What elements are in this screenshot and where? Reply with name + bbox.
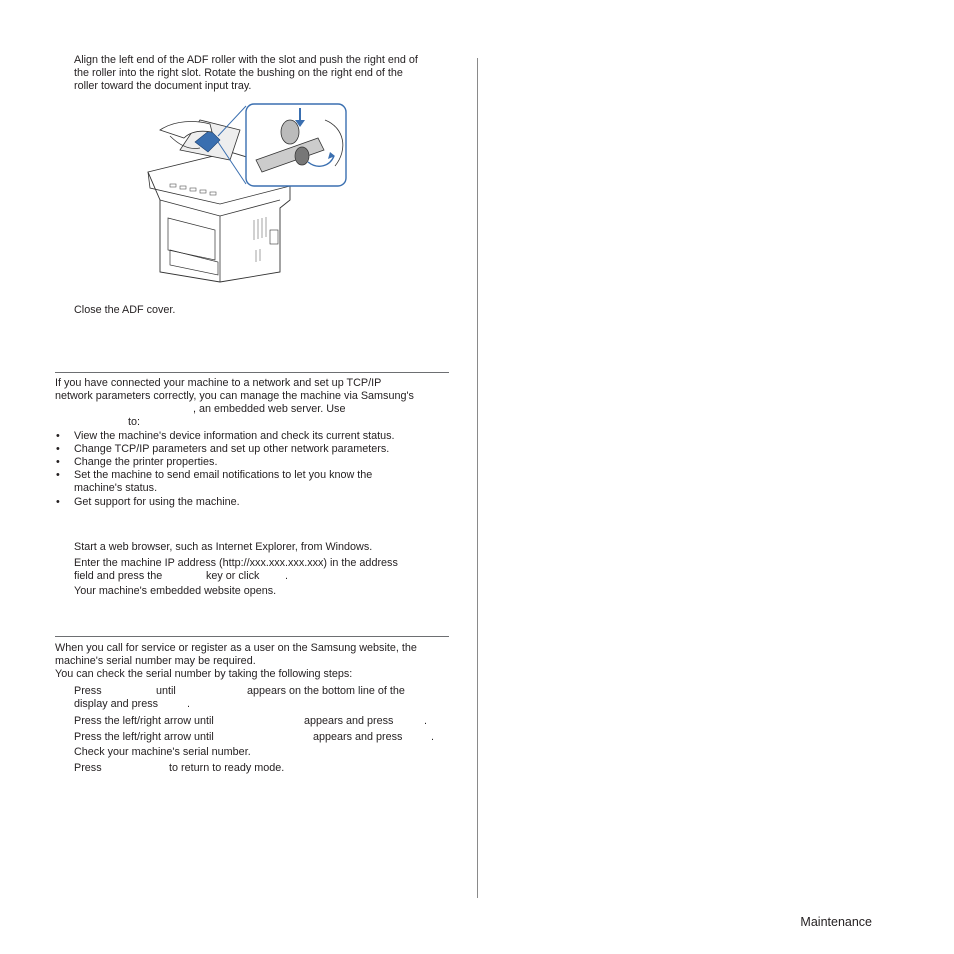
column-divider bbox=[477, 58, 478, 898]
step-line: . bbox=[431, 731, 434, 743]
step-line: . bbox=[187, 698, 190, 710]
step-line: appears and press bbox=[313, 731, 403, 743]
step-text-line: the roller into the right slot. Rotate the bushing on the right end of the bbox=[74, 67, 403, 79]
step-line: until bbox=[156, 685, 176, 697]
step-line: key or click bbox=[206, 570, 260, 582]
page-footer-label: Maintenance bbox=[800, 915, 872, 929]
list-item: Get support for using the machine. bbox=[74, 496, 240, 508]
list-item: Change TCP/IP parameters and set up other network parameters. bbox=[74, 443, 390, 455]
intro-line: to: bbox=[128, 416, 141, 428]
step-line: Press the left/right arrow until bbox=[74, 715, 214, 727]
close-adf-step: Close the ADF cover. bbox=[74, 304, 176, 316]
step-line: Your machine's embedded website opens. bbox=[74, 585, 277, 597]
step-line: field and press the bbox=[74, 570, 163, 582]
step-line: . bbox=[424, 715, 427, 727]
intro-line: machine's serial number may be required. bbox=[55, 655, 256, 667]
intro-line: If you have connected your machine to a network and set up TCP/IP bbox=[55, 377, 382, 389]
adf-roller-illustration bbox=[140, 100, 355, 290]
step-line: Start a web browser, such as Internet Explorer, from Windows. bbox=[74, 541, 373, 553]
step-line: appears on the bottom line of the bbox=[247, 685, 405, 697]
step-line: to return to ready mode. bbox=[169, 762, 285, 774]
list-item-continuation: machine's status. bbox=[74, 482, 158, 494]
intro-line: , an embedded web server. Use bbox=[193, 403, 346, 415]
intro-line: You can check the serial number by taking the following steps: bbox=[55, 668, 353, 680]
section-rule bbox=[55, 372, 449, 373]
intro-line: When you call for service or register as a user on the Samsung website, the bbox=[55, 642, 417, 654]
bullet-mark: • bbox=[56, 443, 60, 455]
bullet-mark: • bbox=[56, 469, 60, 481]
list-item: View the machine's device information and check its current status. bbox=[74, 430, 395, 442]
step-line: appears and press bbox=[304, 715, 394, 727]
bullet-mark: • bbox=[56, 430, 60, 442]
step-line: Press the left/right arrow until bbox=[74, 731, 214, 743]
step-text-line: roller toward the document input tray. bbox=[74, 80, 252, 92]
step-line: display and press bbox=[74, 698, 159, 710]
step-line: Enter the machine IP address (http://xxx.xxx.xxx.xxx) in the address bbox=[74, 557, 398, 569]
step-line: Check your machine's serial number. bbox=[74, 746, 251, 758]
list-item: Change the printer properties. bbox=[74, 456, 218, 468]
step-line: Press bbox=[74, 762, 102, 774]
bullet-mark: • bbox=[56, 496, 60, 508]
step-text-line: Align the left end of the ADF roller with the slot and push the right end of bbox=[74, 54, 418, 66]
bullet-mark: • bbox=[56, 456, 60, 468]
intro-line: network parameters correctly, you can manage the machine via Samsung's bbox=[55, 390, 414, 402]
section-rule bbox=[55, 636, 449, 637]
step-line: . bbox=[285, 570, 288, 582]
step-line: Press bbox=[74, 685, 102, 697]
list-item: Set the machine to send email notifications to let you know the bbox=[74, 469, 373, 481]
